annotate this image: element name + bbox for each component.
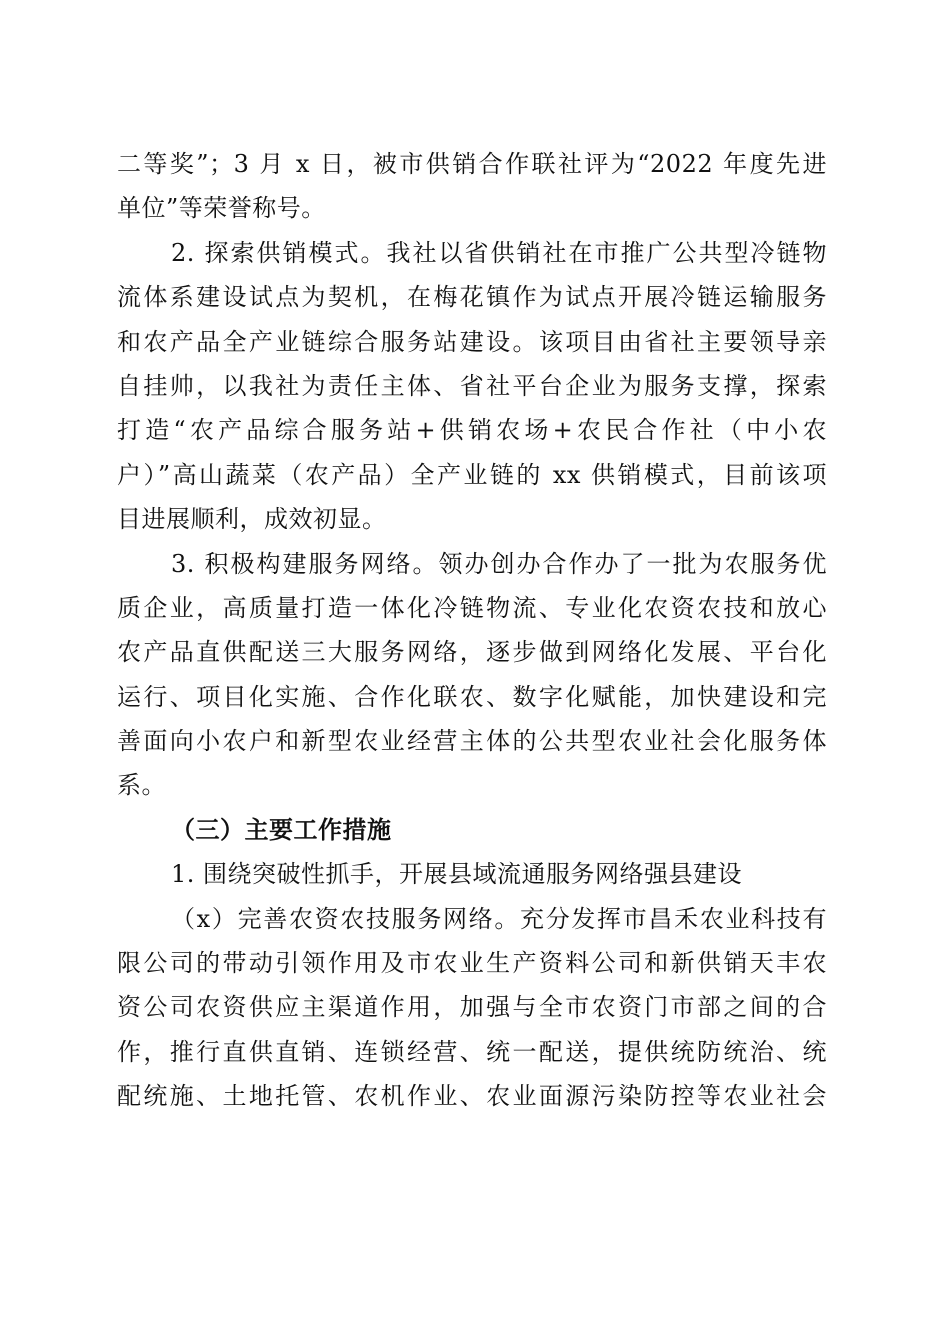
- text-line: 质企业，高质量打造一体化冷链物流、专业化农资农技和放心: [117, 593, 827, 622]
- section-heading: （三）主要工作措施: [171, 814, 392, 844]
- paragraph-start: （x）完善农资农技服务网络。充分发挥市昌禾农业科技有: [171, 904, 827, 933]
- text-line: 打造“农产品综合服务站+供销农场+农民合作社（中小农: [117, 416, 827, 445]
- text-line: 善面向小农户和新型农业经营主体的公共型农业社会化服务体: [117, 727, 827, 756]
- text-line: 作，推行直供直销、连锁经营、统一配送，提供统防统治、统: [117, 1037, 827, 1066]
- text-line: 农产品直供配送三大服务网络，逐步做到网络化发展、平台化: [117, 638, 827, 667]
- text-line: 限公司的带动引领作用及市农业生产资料公司和新供销天丰农: [117, 949, 827, 978]
- text-line: 系。: [117, 771, 166, 800]
- paragraph-start: 3. 积极构建服务网络。领办创办合作办了一批为农服务优: [171, 549, 827, 578]
- subsection-heading: 1. 围绕突破性抓手，开展县域流通服务网络强县建设: [171, 860, 743, 889]
- text-line: 资公司农资供应主渠道作用，加强与全市农资门市部之间的合: [117, 993, 827, 1022]
- text-line: 流体系建设试点为契机，在梅花镇作为试点开展冷链运输服务: [117, 283, 827, 312]
- text-line: 运行、项目化实施、合作化联农、数字化赋能，加快建设和完: [117, 682, 827, 711]
- text-line: 二等奖”；3 月 x 日，被市供销合作联社评为“2022 年度先进: [117, 150, 827, 178]
- text-line: 目进展顺利，成效初显。: [117, 505, 387, 534]
- text-line: 配统施、土地托管、农机作业、农业面源污染防控等农业社会: [117, 1082, 827, 1111]
- document-body: [117, 142, 827, 1119]
- text-line: 户）”高山蔬菜（农产品）全产业链的 xx 供销模式，目前该项: [117, 460, 827, 489]
- paragraph-start: 2. 探索供销模式。我社以省供销社在市推广公共型冷链物: [171, 238, 827, 267]
- text-line: 单位”等荣誉称号。: [117, 194, 326, 223]
- text-line: 和农产品全产业链综合服务站建设。该项目由省社主要领导亲: [117, 327, 827, 356]
- text-line: 自挂帅，以我社为责任主体、省社平台企业为服务支撑，探索: [117, 371, 827, 400]
